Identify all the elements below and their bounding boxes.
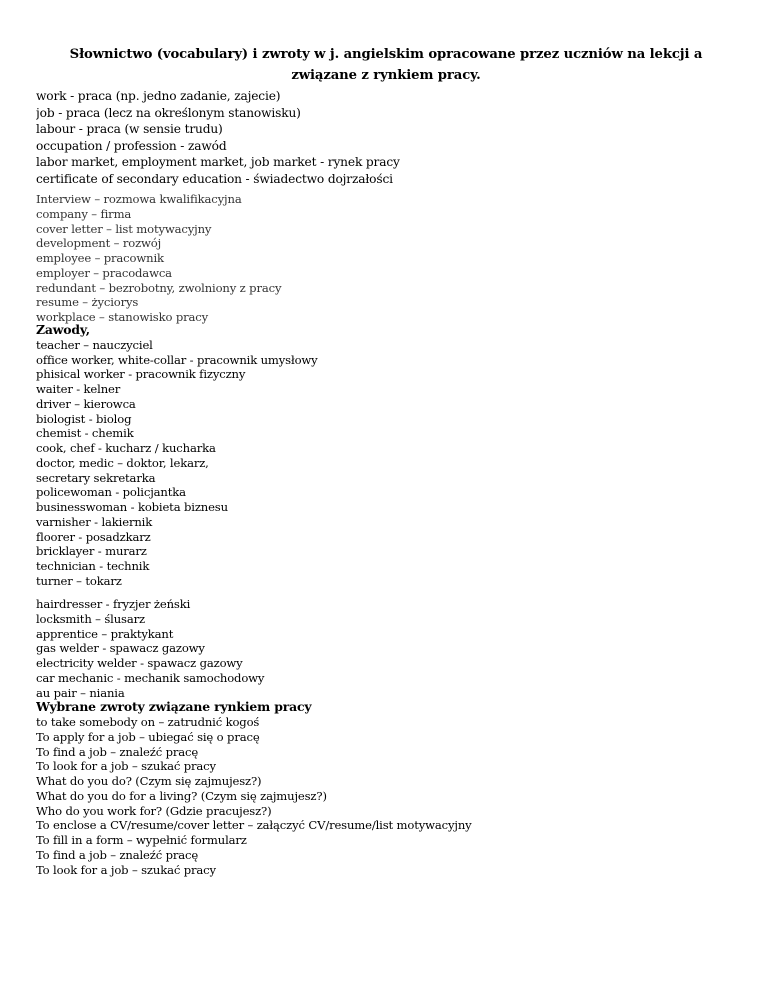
profession-line: teacher – nauczyciel	[36, 337, 153, 352]
vocab-line: redundant – bezrobotny, zwolniony z pracy	[36, 280, 282, 295]
profession-line: gas welder - spawacz gazowy	[36, 641, 205, 656]
vocab-line: development – rozwój	[36, 236, 162, 251]
profession-line: phisical worker - pracownik fizyczny	[36, 367, 246, 382]
vocab-line: work - praca (np. jedno zadanie, zajecie)	[36, 89, 281, 103]
vocab-line: job - praca (lecz na określonym stanowisku)	[36, 105, 301, 120]
phrase-line: What do you do? (Czym się zajmujesz?)	[36, 774, 262, 788]
vocab-line: employer – pracodawca	[36, 265, 172, 280]
phrase-line: To find a job – znaleźć pracę	[36, 847, 199, 862]
phrase-line: To look for a job – szukać pracy	[36, 759, 216, 774]
vocab-line: labor market, employment market, job market - rynek pracy	[36, 155, 400, 170]
vocab-line: cover letter – list motywacyjny	[36, 221, 212, 236]
phrase-line: What do you do for a living? (Czym się zajmujesz?)	[36, 788, 327, 803]
profession-line: businesswoman - kobieta biznesu	[36, 500, 228, 514]
phrase-line: To look for a job – szukać pracy	[36, 862, 216, 877]
workplace-vocabulary-list	[36, 192, 756, 325]
profession-line: au pair – niania	[36, 685, 125, 700]
profession-line: biologist - biolog	[36, 411, 132, 426]
vocab-line: workplace – stanowisko pracy	[36, 310, 208, 324]
professions-list	[36, 323, 756, 589]
profession-line: floorer - posadzkarz	[36, 529, 151, 544]
profession-line: bricklayer - murarz	[36, 544, 147, 559]
phrase-line: To find a job – znaleźć pracę	[36, 744, 199, 759]
phrase-line: to take somebody on – zatrudnić kogoś	[36, 715, 260, 729]
profession-line: doctor, medic – doktor, lekarz,	[36, 455, 209, 470]
profession-line: turner – tokarz	[36, 573, 122, 588]
profession-line: technician - technik	[36, 559, 150, 573]
profession-line: car mechanic - mechanik samochodowy	[36, 670, 265, 685]
profession-line: waiter - kelner	[36, 382, 121, 396]
phrase-line: To fill in a form – wypełnić formularz	[36, 833, 247, 847]
profession-line: cook, chef - kucharz / kucharka	[36, 441, 216, 455]
vocab-line: Interview – rozmowa kwalifikacyjna	[36, 192, 242, 206]
profession-line: locksmith – ślusarz	[36, 611, 145, 626]
phrase-line: To apply for a job – ubiegać się o pracę	[36, 729, 260, 744]
vocab-line: employee – pracownik	[36, 251, 164, 265]
phrase-line: To enclose a CV/resume/cover letter – załączyć CV/resume/list motywacyjny	[36, 818, 472, 833]
profession-line: chemist - chemik	[36, 426, 134, 441]
vocab-line: labour - praca (w sensie trudu)	[36, 122, 223, 137]
profession-line: varnisher - lakiernik	[36, 514, 153, 529]
profession-line: secretary sekretarka	[36, 470, 156, 485]
professions-heading: Zawody,	[36, 323, 90, 337]
vocab-line: company – firma	[36, 206, 132, 221]
profession-line: hairdresser - fryzjer żeński	[36, 597, 191, 611]
basic-vocabulary-list	[36, 88, 756, 188]
profession-line: electricity welder - spawacz gazowy	[36, 656, 243, 670]
profession-line: apprentice – praktykant	[36, 626, 174, 641]
phrases-heading: Wybrane zwroty związane rynkiem pracy	[36, 700, 312, 715]
profession-line: office worker, white-collar - pracownik umysłowy	[36, 352, 318, 367]
vocab-line: resume – życiorys	[36, 295, 139, 310]
phrase-line: Who do you work for? (Gdzie pracujesz?)	[36, 803, 272, 818]
vocab-line: certificate of secondary education - świadectwo dojrzałości	[36, 171, 393, 186]
phrases-list	[36, 597, 756, 877]
profession-line: policewoman - policjantka	[36, 485, 186, 500]
profession-line: driver – kierowca	[36, 396, 136, 411]
vocab-line: occupation / profession - zawód	[36, 138, 227, 153]
document-title: Słownictwo (vocabulary) i zwroty w j. angielskim opracowane przez uczniów na lekcji a związane z rynkiem pracy.	[69, 47, 703, 83]
